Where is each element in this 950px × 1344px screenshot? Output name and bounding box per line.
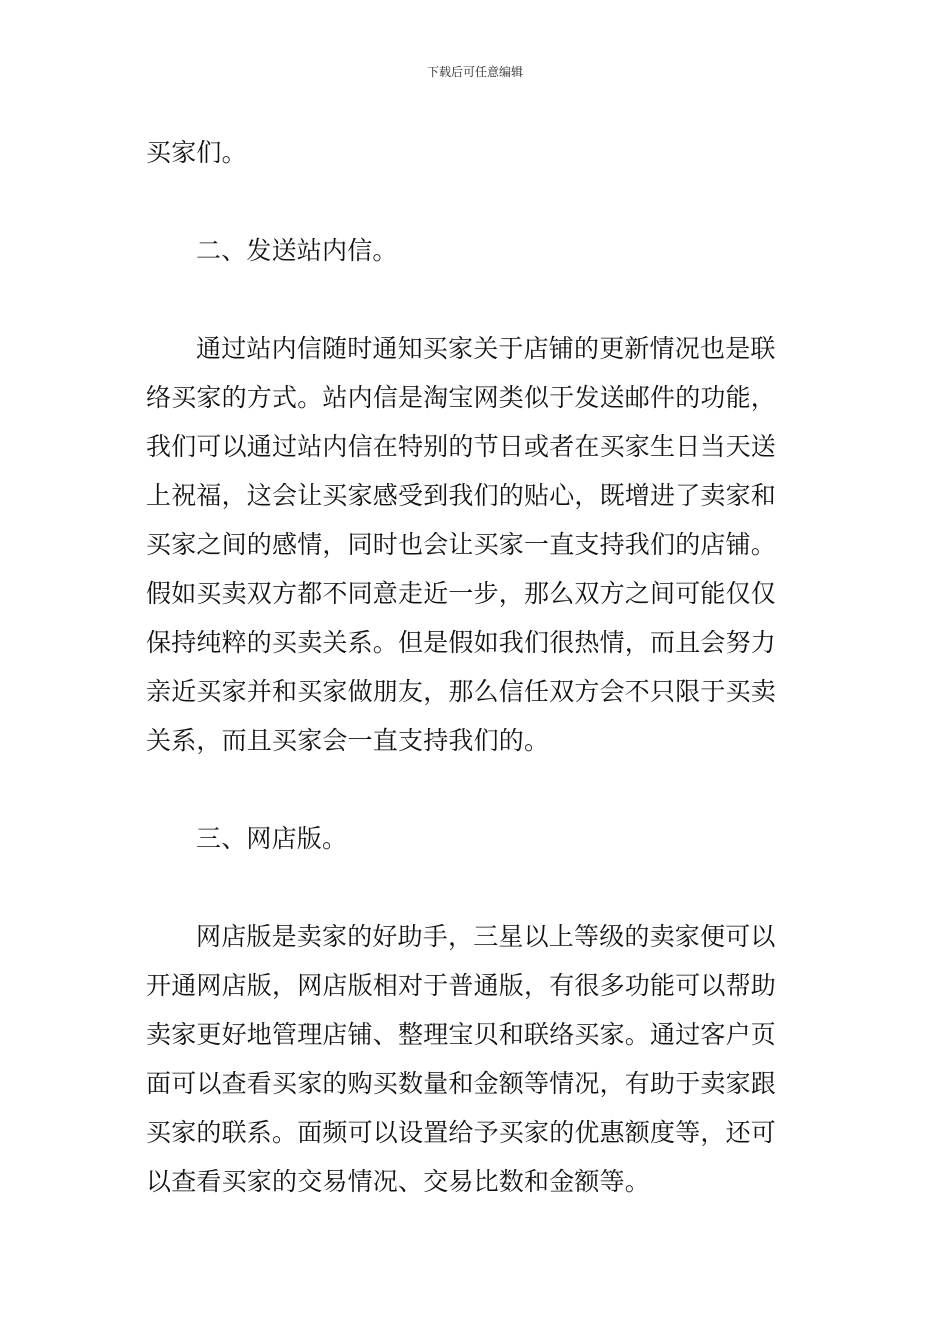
paragraph-line: 网店版是卖家的好助手，三星以上等级的卖家便可以 [196, 922, 776, 951]
paragraph-gap [146, 275, 806, 324]
paragraph-line: 亲近买家并和买家做朋友，那么信任双方会不只限于买卖 [146, 677, 777, 706]
paragraph-line: 我们可以通过站内信在特别的节日或者在买家生日当天送 [146, 432, 777, 461]
paragraph [146, 912, 806, 1206]
paragraph-line: 通过站内信随时通知买家关于店铺的更新情况也是联 [196, 334, 776, 363]
paragraph [146, 324, 806, 765]
paragraph-line: 保持纯粹的买卖关系。但是假如我们很热情，而且会努力 [146, 628, 777, 657]
paragraph-line: 关系，而且买家会一直支持我们的。 [146, 726, 550, 755]
paragraph-gap [146, 863, 806, 912]
paragraph-line: 卖家更好地管理店铺、整理宝贝和联络买家。通过客户页 [146, 1020, 777, 1049]
paragraph-line: 买家之间的感情，同时也会让买家一直支持我们的店铺。 [146, 530, 777, 559]
paragraph-line: 买家的联系。面频可以设置给予买家的优惠额度等，还可 [146, 1118, 777, 1147]
section-heading: 三、网店版。 [196, 824, 348, 853]
paragraph-line: 以查看买家的交易情况、交易比数和金额等。 [146, 1167, 651, 1196]
paragraph-line: 络买家的方式。站内信是淘宝网类似于发送邮件的功能， [146, 383, 777, 412]
paragraph-line: 买家们。 [146, 138, 247, 167]
paragraph-line: 面可以查看买家的购买数量和金额等情况，有助于卖家跟 [146, 1069, 777, 1098]
paragraph-line: 上祝福，这会让买家感受到我们的贴心，既增进了卖家和 [146, 481, 777, 510]
document-body [146, 128, 806, 1206]
paragraph-gap [146, 765, 806, 814]
section-heading: 二、发送站内信。 [196, 236, 398, 265]
paragraph-gap [146, 177, 806, 226]
page-header: 下载后可任意编辑 [426, 65, 523, 79]
paragraph-line: 开通网店版，网店版相对于普通版，有很多功能可以帮助 [146, 971, 777, 1000]
paragraph-line: 假如买卖双方都不同意走近一步，那么双方之间可能仅仅 [146, 579, 777, 608]
